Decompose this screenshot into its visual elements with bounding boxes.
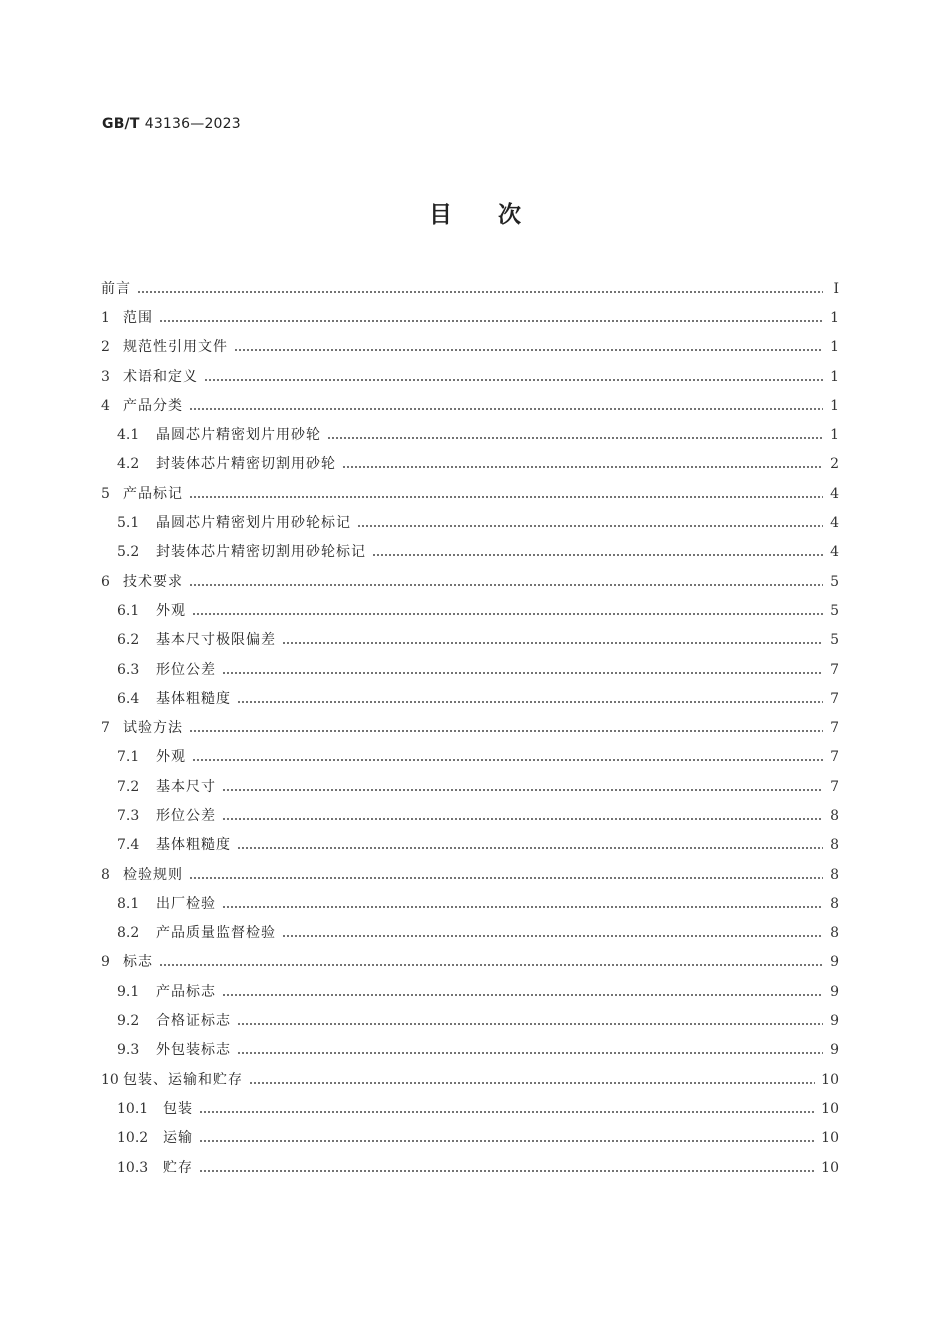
toc-entry-label: 产品分类 xyxy=(123,397,183,414)
toc-entry[interactable] xyxy=(101,303,839,332)
toc-dot-leader xyxy=(192,613,823,615)
toc-entry-number: 7.2 xyxy=(117,778,140,795)
toc-entry[interactable] xyxy=(101,538,839,567)
toc-dot-leader xyxy=(237,701,823,703)
toc-entry-label: 标志 xyxy=(123,954,153,971)
toc-entry[interactable] xyxy=(101,420,839,449)
toc-entry[interactable] xyxy=(101,1036,839,1065)
toc-entry-number: 9.3 xyxy=(117,1042,140,1059)
toc-entry-page: 4 xyxy=(830,515,839,532)
toc-entry-number: 7.3 xyxy=(117,807,140,824)
toc-entry-label: 基本尺寸极限偏差 xyxy=(156,632,276,649)
toc-entry-number: 10.2 xyxy=(117,1130,149,1147)
toc-entry-label: 试验方法 xyxy=(123,720,183,737)
toc-entry-number: 4 xyxy=(101,397,110,414)
toc-dot-leader xyxy=(222,994,823,996)
toc-dot-leader xyxy=(189,584,823,586)
toc-entry-page: 1 xyxy=(830,339,839,356)
toc-entry-label: 运输 xyxy=(163,1130,193,1147)
toc-entry-label: 产品质量监督检验 xyxy=(156,925,276,942)
toc-dot-leader xyxy=(192,759,823,761)
toc-entry-number: 7.1 xyxy=(117,749,140,766)
toc-entry-number: 6.2 xyxy=(117,632,140,649)
toc-entry-label: 产品标记 xyxy=(123,485,183,502)
toc-entry[interactable] xyxy=(101,1124,839,1153)
toc-entry[interactable] xyxy=(101,333,839,362)
toc-entry-label: 形位公差 xyxy=(156,807,216,824)
toc-entry-label: 封装体芯片精密切割用砂轮标记 xyxy=(156,544,366,561)
toc-entry[interactable] xyxy=(101,274,839,303)
toc-entry[interactable] xyxy=(101,626,839,655)
toc-entry-page: 7 xyxy=(830,661,839,678)
standard-prefix: GB/T xyxy=(102,116,140,132)
toc-entry-number: 8.2 xyxy=(117,925,140,942)
toc-entry-page: 7 xyxy=(830,720,839,737)
toc-entry-number: 6.4 xyxy=(117,690,140,707)
toc-dot-leader xyxy=(222,906,823,908)
toc-entry-page: 4 xyxy=(830,485,839,502)
toc-entry[interactable] xyxy=(101,450,839,479)
toc-dot-leader xyxy=(189,877,823,879)
toc-dot-leader xyxy=(342,466,823,468)
toc-entry[interactable] xyxy=(101,1094,839,1123)
toc-entry[interactable] xyxy=(101,596,839,625)
toc-entry-number: 9.2 xyxy=(117,1013,140,1030)
toc-dot-leader xyxy=(189,408,823,410)
toc-dot-leader xyxy=(237,847,823,849)
toc-entry[interactable] xyxy=(101,831,839,860)
toc-dot-leader xyxy=(234,349,823,351)
toc-entry-page: 9 xyxy=(830,954,839,971)
toc-entry-label: 外观 xyxy=(156,749,186,766)
toc-entry-page: 2 xyxy=(830,456,839,473)
toc-entry-number: 2 xyxy=(101,339,110,356)
toc-entry[interactable] xyxy=(101,479,839,508)
toc-dot-leader xyxy=(249,1082,815,1084)
toc-entry-label: 包装 xyxy=(163,1100,193,1117)
toc-entry[interactable] xyxy=(101,860,839,889)
toc-entry-page: 8 xyxy=(830,866,839,883)
toc-dot-leader xyxy=(159,320,823,322)
toc-entry-label: 基体粗糙度 xyxy=(156,837,231,854)
toc-entry-label: 包装、运输和贮存 xyxy=(123,1071,243,1088)
standard-number: 43136—2023 xyxy=(144,116,241,132)
toc-entry[interactable] xyxy=(101,772,839,801)
toc-entry-label: 检验规则 xyxy=(123,866,183,883)
toc-entry-number: 10.3 xyxy=(117,1159,149,1176)
toc-dot-leader xyxy=(327,437,823,439)
toc-dot-leader xyxy=(137,291,823,293)
toc-entry-label: 出厂检验 xyxy=(156,895,216,912)
standard-code xyxy=(102,116,241,132)
toc-entry[interactable] xyxy=(101,743,839,772)
toc-dot-leader xyxy=(222,818,823,820)
toc-entry-page: 1 xyxy=(830,427,839,444)
page-title: 目次 xyxy=(429,202,567,228)
toc-entry-page: 10 xyxy=(821,1100,839,1117)
toc-entry-page: 7 xyxy=(830,690,839,707)
toc-entry-number: 6.3 xyxy=(117,661,140,678)
toc-entry-page: 9 xyxy=(830,1042,839,1059)
toc-dot-leader xyxy=(189,496,823,498)
toc-entry[interactable] xyxy=(101,1006,839,1035)
toc-entry-label: 外观 xyxy=(156,602,186,619)
toc-entry-number: 10.1 xyxy=(117,1100,149,1117)
toc-dot-leader xyxy=(222,789,823,791)
toc-entry-number: 8 xyxy=(101,866,110,883)
toc-entry-page: 5 xyxy=(830,632,839,649)
toc-entry-number: 9 xyxy=(101,954,110,971)
toc-entry-page: 1 xyxy=(830,368,839,385)
toc-entry-number: 4.2 xyxy=(117,456,140,473)
toc-entry-page: 10 xyxy=(821,1130,839,1147)
toc-entry[interactable] xyxy=(101,977,839,1006)
toc-entry[interactable] xyxy=(101,801,839,830)
toc-entry[interactable] xyxy=(101,1065,839,1094)
toc-entry-number: 9.1 xyxy=(117,983,140,1000)
toc-dot-leader xyxy=(159,964,823,966)
toc-entry-label: 基本尺寸 xyxy=(156,778,216,795)
toc-entry-page: 10 xyxy=(821,1071,839,1088)
toc-entry-page: 7 xyxy=(830,778,839,795)
toc-dot-leader xyxy=(204,379,823,381)
toc-entry-label: 前言 xyxy=(101,280,131,297)
toc-entry-number: 6 xyxy=(101,573,110,590)
toc-entry-number: 8.1 xyxy=(117,895,140,912)
toc-entry-number: 4.1 xyxy=(117,427,140,444)
toc-entry-label: 晶圆芯片精密划片用砂轮 xyxy=(156,427,321,444)
toc-dot-leader xyxy=(189,730,823,732)
toc-dot-leader xyxy=(372,554,823,556)
toc-entry[interactable] xyxy=(101,889,839,918)
toc-entry[interactable] xyxy=(101,684,839,713)
toc-entry-label: 晶圆芯片精密划片用砂轮标记 xyxy=(156,515,351,532)
toc-entry-number: 7.4 xyxy=(117,837,140,854)
toc-dot-leader xyxy=(222,672,823,674)
toc-entry-page: 4 xyxy=(830,544,839,561)
toc-entry-label: 技术要求 xyxy=(123,573,183,590)
toc-entry-label: 合格证标志 xyxy=(156,1013,231,1030)
toc-entry-page: 10 xyxy=(821,1159,839,1176)
toc-dot-leader xyxy=(282,935,823,937)
toc-entry-page: 1 xyxy=(830,397,839,414)
toc-entry-page: 1 xyxy=(830,309,839,326)
toc-dot-leader xyxy=(357,525,823,527)
toc-entry[interactable] xyxy=(101,919,839,948)
toc-entry[interactable] xyxy=(101,948,839,977)
toc-entry[interactable] xyxy=(101,508,839,537)
toc-entry-number: 5 xyxy=(101,485,110,502)
toc-entry-label: 术语和定义 xyxy=(123,368,198,385)
toc-entry-number: 1 xyxy=(101,309,110,326)
toc-entry-number: 3 xyxy=(101,368,110,385)
toc-entry[interactable] xyxy=(101,1153,839,1182)
toc-entry-page: 8 xyxy=(830,895,839,912)
toc-entry-page: 5 xyxy=(830,573,839,590)
toc-entry-number: 6.1 xyxy=(117,602,140,619)
toc-entry-page: I xyxy=(833,280,839,297)
toc-entry-label: 产品标志 xyxy=(156,983,216,1000)
toc-entry-label: 贮存 xyxy=(163,1159,193,1176)
toc-entry-label: 形位公差 xyxy=(156,661,216,678)
toc-entry-page: 8 xyxy=(830,925,839,942)
toc-entry-number: 10 xyxy=(101,1071,119,1088)
toc-entry-number: 7 xyxy=(101,720,110,737)
toc-entry-number: 5.1 xyxy=(117,515,140,532)
toc-entry[interactable] xyxy=(101,391,839,420)
toc-dot-leader xyxy=(199,1140,815,1142)
toc-entry-label: 外包装标志 xyxy=(156,1042,231,1059)
table-of-contents xyxy=(101,274,839,1182)
toc-entry[interactable] xyxy=(101,567,839,596)
toc-dot-leader xyxy=(199,1170,815,1172)
toc-entry-page: 8 xyxy=(830,807,839,824)
toc-entry[interactable] xyxy=(101,362,839,391)
toc-entry-page: 9 xyxy=(830,1013,839,1030)
toc-dot-leader xyxy=(237,1052,823,1054)
toc-entry-page: 5 xyxy=(830,602,839,619)
toc-entry-page: 8 xyxy=(830,837,839,854)
toc-entry[interactable] xyxy=(101,713,839,742)
toc-entry-page: 7 xyxy=(830,749,839,766)
toc-entry-label: 范围 xyxy=(123,309,153,326)
toc-dot-leader xyxy=(199,1111,815,1113)
toc-entry-number: 5.2 xyxy=(117,544,140,561)
toc-entry-page: 9 xyxy=(830,983,839,1000)
toc-dot-leader xyxy=(237,1023,823,1025)
toc-dot-leader xyxy=(282,642,823,644)
toc-entry-label: 封装体芯片精密切割用砂轮 xyxy=(156,456,336,473)
toc-entry-label: 基体粗糙度 xyxy=(156,690,231,707)
toc-entry[interactable] xyxy=(101,655,839,684)
toc-entry-label: 规范性引用文件 xyxy=(123,339,228,356)
